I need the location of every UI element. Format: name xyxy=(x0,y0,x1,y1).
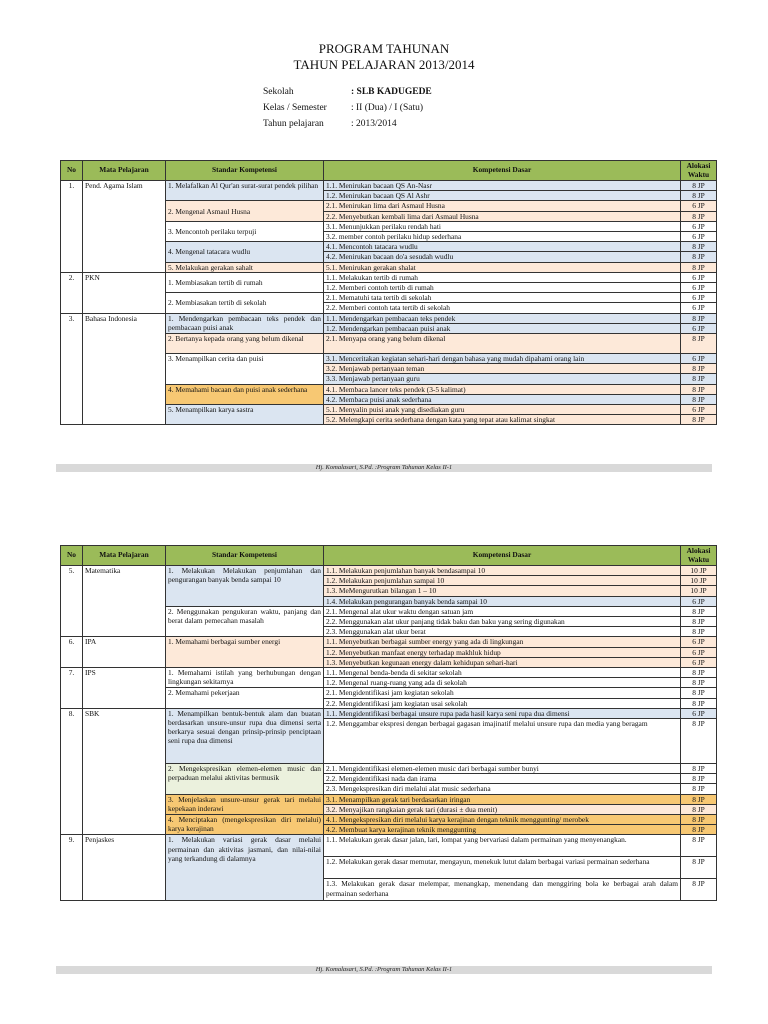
col-header-time: Alokasi Waktu xyxy=(681,546,717,566)
jp-cell: 6 JP xyxy=(681,657,717,667)
kd-cell: 4.1. Membaca lancer teks pendek (3-5 kalimat) xyxy=(324,384,681,394)
jp-cell: 8 JP xyxy=(681,879,717,901)
kd-cell: 1.2. Memberi contoh tertib di rumah xyxy=(324,283,681,293)
sk-cell: 2. Bertanya kepada orang yang belum dikenal xyxy=(166,334,324,354)
jp-cell: 8 JP xyxy=(681,794,717,804)
table-header-row xyxy=(61,546,717,566)
kd-cell: 2.1. Mengidentifikasi elemen-elemen music dari berbagai sumber bunyi xyxy=(324,764,681,774)
sk-cell: 2. Mengenal Asmaul Husna xyxy=(166,201,324,221)
kd-cell: 5.2. Melengkapi cerita sederhana dengan kata yang tepat atau kalimat singkat xyxy=(324,415,681,425)
kd-cell: 2.2. Menggunakan alat ukur panjang tidak baku dan baku yang sering digunakan xyxy=(324,617,681,627)
kd-cell: 1.2. Melakukan penjumlahan sampai 10 xyxy=(324,576,681,586)
col-header-time: Alokasi Waktu xyxy=(681,161,717,181)
jp-cell: 8 JP xyxy=(681,784,717,794)
col-header-sk: Standar Kompetensi xyxy=(166,546,324,566)
page-subtitle: TAHUN PELAJARAN 2013/2014 xyxy=(293,57,475,72)
col-header-subject: Mata Pelajaran xyxy=(83,161,166,181)
kd-cell: 3.1. Menampilkan gerak tari berdasarkan iringan xyxy=(324,794,681,804)
jp-cell: 8 JP xyxy=(681,415,717,425)
info-value: : II (Dua) / I (Satu) xyxy=(351,103,424,113)
jp-cell: 8 JP xyxy=(681,698,717,708)
subject-no: 7. xyxy=(61,668,83,709)
kd-cell: 2.2. Menyebutkan kembali lima dari Asmaul Husna xyxy=(324,211,681,221)
kd-cell: 4.2. Membuat karya kerajinan teknik menggunting xyxy=(324,825,681,835)
jp-cell: 6 JP xyxy=(681,221,717,231)
kd-cell: 1.2. Menirukan bacaan QS Al Ashr xyxy=(324,191,681,201)
col-header-no: No xyxy=(61,546,83,566)
kd-cell: 2.1. Mengenal alat ukur waktu dengan satuan jam xyxy=(324,606,681,616)
kd-cell: 1.2. Menyebutkan manfaat energy terhadap makhluk hidup xyxy=(324,647,681,657)
sk-cell: 1. Membiasakan tertib di rumah xyxy=(166,272,324,292)
kd-cell: 2.3. Menggunakan alat ukur berat xyxy=(324,627,681,637)
subject-no: 1. xyxy=(61,181,83,273)
kd-cell: 2.3. Mengekspresikan diri melalui alat music sederhana xyxy=(324,784,681,794)
subject-no: 3. xyxy=(61,313,83,425)
kd-cell: 1.1. Menyebutkan berbagai sumber energy yang ada di lingkungan xyxy=(324,637,681,647)
jp-cell: 8 JP xyxy=(681,191,717,201)
kd-cell: 1.1. Melakukan tertib di rumah xyxy=(324,272,681,282)
kd-cell: 3.2. Menyajikan rangkaian gerak tari (durasi ± dua menit) xyxy=(324,804,681,814)
info-label: Sekolah xyxy=(263,87,294,97)
kd-cell: 3.1. Menunjukkan perilaku rendah hati xyxy=(324,221,681,231)
subject-name: Penjaskes xyxy=(83,835,166,901)
col-header-kd: Kompetensi Dasar xyxy=(324,546,681,566)
jp-cell: 10 JP xyxy=(681,566,717,576)
kd-cell: 5.1. Menyalin puisi anak yang disediakan guru xyxy=(324,405,681,415)
sk-cell: 1. Menampilkan bentuk-bentuk alam dan buatan berdasarkan unsure-unsur rupa dua dimensi serta berkarya sesuai dengan prinsip-prinsip penciptaan seni rupa dua dimensi xyxy=(166,708,324,763)
kd-cell: 2.1. Mengidentifikasi jam kegiatan sekolah xyxy=(324,688,681,698)
jp-cell: 10 JP xyxy=(681,576,717,586)
kd-cell: 3.2. Menjawab pertanyaan teman xyxy=(324,364,681,374)
sk-cell: 2. Mengekspresikan elemen-elemen music dan perpaduan melalui aktivitas bermusik xyxy=(166,764,324,795)
sk-cell: 5. Melakukan gerakan sahalt xyxy=(166,262,324,272)
jp-cell: 8 JP xyxy=(681,242,717,252)
kd-cell: 1.2. Mengenal ruang-ruang yang ada di sekolah xyxy=(324,678,681,688)
jp-cell: 8 JP xyxy=(681,764,717,774)
kd-cell: 1.1. Mengidentifikasi berbagai unsure rupa pada hasil karya seni rupa dua dimensi xyxy=(324,708,681,718)
col-header-kd: Kompetensi Dasar xyxy=(324,161,681,181)
sk-cell: 1. Melakukan variasi gerak dasar melalui permainan dan aktivitas jasmani, dan nilai-nilai yang terkandung di dalamnya xyxy=(166,835,324,901)
jp-cell: 8 JP xyxy=(681,181,717,191)
kd-cell: 1.1. Mengenal benda-benda di sekitar sekolah xyxy=(324,668,681,678)
subject-name: PKN xyxy=(83,272,166,313)
info-row-school xyxy=(263,84,432,100)
kd-cell: 3.3. Menjawab pertanyaan guru xyxy=(324,374,681,384)
sk-cell: 2. Membiasakan tertib di sekolah xyxy=(166,293,324,313)
jp-cell: 8 JP xyxy=(681,252,717,262)
jp-cell: 8 JP xyxy=(681,262,717,272)
info-label: Kelas / Semester xyxy=(263,103,327,113)
col-header-no: No xyxy=(61,161,83,181)
kd-cell: 3.1. Menceritakan kegiatan sehari-hari dengan bahasa yang mudah dipahami orang lain xyxy=(324,354,681,364)
kd-cell: 2.2. Mengidentifikasi jam kegiatan usai sekolah xyxy=(324,698,681,708)
jp-cell: 8 JP xyxy=(681,364,717,374)
subject-no: 2. xyxy=(61,272,83,313)
sk-cell: 1. Melakukan Melakukan penjumlahan dan pengurangan banyak benda sampai 10 xyxy=(166,566,324,607)
jp-cell: 8 JP xyxy=(681,374,717,384)
kd-cell: 3.2. member contoh perilaku hidup sederhana xyxy=(324,232,681,242)
subject-no: 5. xyxy=(61,566,83,637)
jp-cell: 6 JP xyxy=(681,293,717,303)
jp-cell: 6 JP xyxy=(681,647,717,657)
kd-cell: 1.1. Menirukan bacaan QS An-Nasr xyxy=(324,181,681,191)
jp-cell: 6 JP xyxy=(681,272,717,282)
kd-cell: 4.1. Mencontoh tatacara wudlu xyxy=(324,242,681,252)
subject-name: IPS xyxy=(83,668,166,709)
jp-cell: 6 JP xyxy=(681,303,717,313)
jp-cell: 8 JP xyxy=(681,334,717,354)
kd-cell: 1.3. Menyebutkan kegunaan energy dalam kehidupan sehari-hari xyxy=(324,657,681,667)
sk-cell: 4. Menciptakan (mengekspresikan diri melalui) karya kerajinan xyxy=(166,815,324,835)
jp-cell: 6 JP xyxy=(681,283,717,293)
info-label: Tahun pelajaran xyxy=(263,119,324,129)
program-table-2 xyxy=(60,545,717,901)
jp-cell: 8 JP xyxy=(681,815,717,825)
kd-cell: 5.1. Menirukan gerakan shalat xyxy=(324,262,681,272)
sk-cell: 4. Memahami bacaan dan puisi anak sederhana xyxy=(166,384,324,404)
kd-cell: 1.3. Melakukan gerak dasar melempar, menangkap, menendang dan menggiring bola ke berbagai arah dalam permainan sederhana xyxy=(324,879,681,901)
program-table-1 xyxy=(60,160,717,425)
jp-cell: 8 JP xyxy=(681,606,717,616)
kd-cell: 4.2. Membaca puisi anak sederhana xyxy=(324,394,681,404)
kd-cell: 1.4. Melakukan pengurangan banyak benda sampai 10 xyxy=(324,596,681,606)
sk-cell: 1. Memahami istilah yang berhubungan dengan lingkungan sekitarnya xyxy=(166,668,324,688)
kd-cell: 2.2. Mengidentifikasi nada dan irama xyxy=(324,774,681,784)
jp-cell: 8 JP xyxy=(681,774,717,784)
jp-cell: 8 JP xyxy=(681,825,717,835)
jp-cell: 6 JP xyxy=(681,201,717,211)
jp-cell: 8 JP xyxy=(681,719,717,764)
sk-cell: 4. Mengenal tatacara wudlu xyxy=(166,242,324,262)
jp-cell: 8 JP xyxy=(681,857,717,879)
kd-cell: 4.2. Menirukan bacaan do'a sesudah wudlu xyxy=(324,252,681,262)
col-header-subject: Mata Pelajaran xyxy=(83,546,166,566)
kd-cell: 2.1. Mematuhi tata tertib di sekolah xyxy=(324,293,681,303)
subject-name: IPA xyxy=(83,637,166,668)
jp-cell: 8 JP xyxy=(681,211,717,221)
school-info xyxy=(263,84,432,132)
jp-cell: 8 JP xyxy=(681,835,717,857)
subject-no: 8. xyxy=(61,708,83,835)
jp-cell: 10 JP xyxy=(681,586,717,596)
sk-cell: 3. Menjelaskan unsure-unsur gerak tari melalui kepekaan inderawi xyxy=(166,794,324,814)
jp-cell: 6 JP xyxy=(681,405,717,415)
info-row-class xyxy=(263,100,432,116)
sk-cell: 1. Memahami berbagai sumber energi xyxy=(166,637,324,668)
subject-name: Bahasa Indonesia xyxy=(83,313,166,425)
footer-text: Hj. Komalasari, S.Pd. :Program Tahunan Kelas II-1 xyxy=(315,464,453,471)
subject-no: 9. xyxy=(61,835,83,901)
sk-cell: 2. Memahami pekerjaan xyxy=(166,688,324,708)
subject-name: Pend. Agama Islam xyxy=(83,181,166,273)
page-title: PROGRAM TAHUNAN xyxy=(318,41,450,56)
kd-cell: 2.1. Menirukan lima dari Asmaul Husna xyxy=(324,201,681,211)
footer-text: Hj. Komalasari, S.Pd. :Program Tahunan Kelas II-1 xyxy=(315,966,453,973)
sk-cell: 3. Mencontoh perilaku terpuji xyxy=(166,221,324,241)
jp-cell: 6 JP xyxy=(681,637,717,647)
info-row-year xyxy=(263,116,432,132)
kd-cell: 1.1. Melakukan gerak dasar jalan, lari, lompat yang bervariasi dalam permainan yang menyenangkan. xyxy=(324,835,681,857)
jp-cell: 6 JP xyxy=(681,354,717,364)
kd-cell: 2.2. Memberi contoh tata tertib di sekolah xyxy=(324,303,681,313)
sk-cell: 2. Menggunakan pengukuran waktu, panjang dan berat dalam pemecahan masalah xyxy=(166,606,324,637)
kd-cell: 2.1. Menyapa orang yang belum dikenal xyxy=(324,334,681,354)
jp-cell: 8 JP xyxy=(681,627,717,637)
jp-cell: 8 JP xyxy=(681,617,717,627)
jp-cell: 8 JP xyxy=(681,804,717,814)
subject-no: 6. xyxy=(61,637,83,668)
jp-cell: 6 JP xyxy=(681,708,717,718)
jp-cell: 6 JP xyxy=(681,596,717,606)
subject-name: Matematika xyxy=(83,566,166,637)
jp-cell: 8 JP xyxy=(681,394,717,404)
sk-cell: 1. Mendengarkan pembacaan teks pendek dan pembacaan puisi anak xyxy=(166,313,324,333)
subject-name: SBK xyxy=(83,708,166,835)
jp-cell: 8 JP xyxy=(681,688,717,698)
sk-cell: 3. Menampilkan cerita dan puisi xyxy=(166,354,324,385)
kd-cell: 1.2. Menggambar ekspresi dengan berbagai gagasan imajinatif melalui unsure rupa dan media yang beragam xyxy=(324,719,681,764)
kd-cell: 1.1. Melakukan penjumlahan banyak bendasampai 10 xyxy=(324,566,681,576)
jp-cell: 6 JP xyxy=(681,232,717,242)
sk-cell: 1. Melafalkan Al Qur'an surat-surat pendek pilihan xyxy=(166,181,324,201)
kd-cell: 4.1. Mengekspresikan diri melalui karya kerajinan dengan teknik menggunting/ merobek xyxy=(324,815,681,825)
kd-cell: 1.3. MeMengurutkan bilangan 1 – 10 xyxy=(324,586,681,596)
jp-cell: 8 JP xyxy=(681,668,717,678)
kd-cell: 1.2. Mendengarkan pembacaan puisi anak xyxy=(324,323,681,333)
jp-cell: 8 JP xyxy=(681,313,717,323)
col-header-sk: Standar Kompetensi xyxy=(166,161,324,181)
jp-cell: 6 JP xyxy=(681,323,717,333)
info-value: : 2013/2014 xyxy=(351,119,397,129)
kd-cell: 1.2. Melakukan gerak dasar memutar, mengayun, menekuk lutut dalam berbagai variasi permainan sederhana xyxy=(324,857,681,879)
jp-cell: 8 JP xyxy=(681,384,717,394)
info-value: : SLB KADUGEDE xyxy=(351,87,432,97)
sk-cell: 5. Menampilkan karya sastra xyxy=(166,405,324,425)
kd-cell: 1.1. Mendengarkan pembacaan teks pendek xyxy=(324,313,681,323)
table-header-row xyxy=(61,161,717,181)
jp-cell: 8 JP xyxy=(681,678,717,688)
